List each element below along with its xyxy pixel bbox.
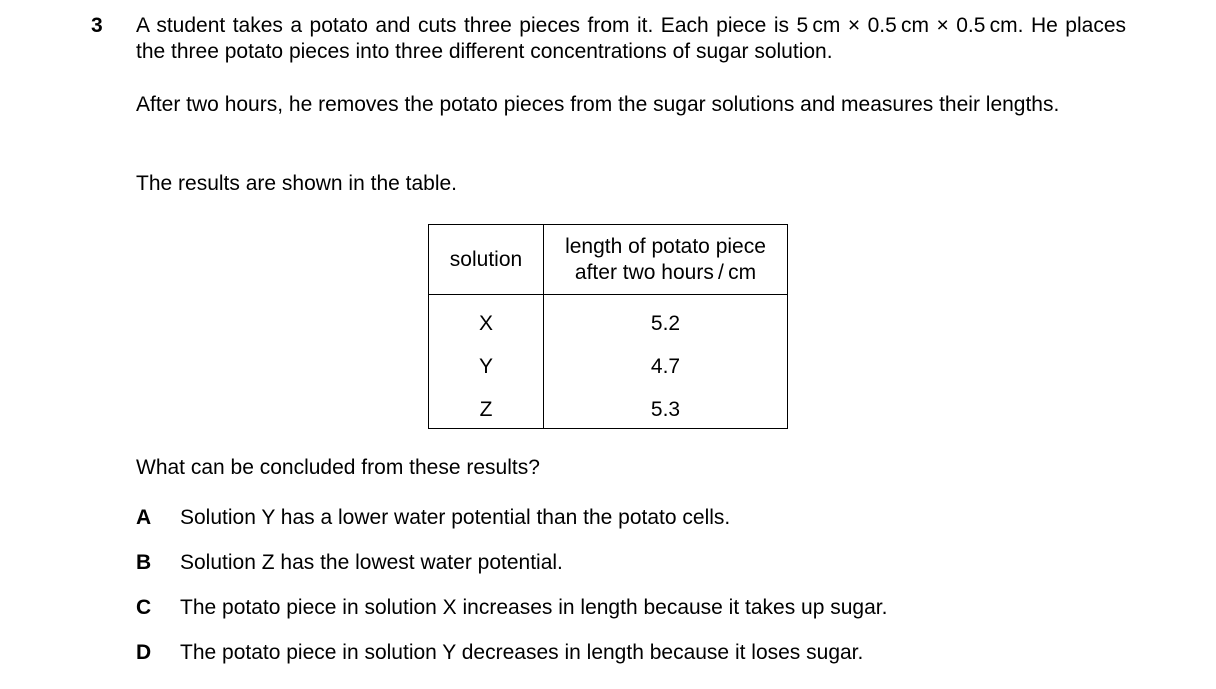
option-text: The potato piece in solution X increases in length because it takes up sugar. (180, 596, 888, 619)
question-prompt: What can be concluded from these results? (136, 456, 540, 479)
results-table (428, 224, 788, 429)
question-paragraph-3: The results are shown in the table. (136, 172, 458, 195)
cell-length-text: 4.7 (650, 355, 681, 378)
cell-solution (429, 295, 544, 355)
option-letter: A (136, 506, 152, 529)
cell-length (544, 397, 788, 429)
option-text: Solution Y has a lower water potential than the potato cells. (180, 506, 731, 529)
cell-length (544, 354, 788, 397)
cell-solution (429, 397, 544, 429)
option-letter: C (136, 596, 152, 619)
option-letter: D (136, 641, 152, 664)
question-number: 3 (91, 14, 103, 37)
table-header-row (429, 225, 788, 295)
table-row (429, 354, 788, 397)
option-text: The potato piece in solution Y decreases in length because it loses sugar. (180, 641, 864, 664)
cell-solution-text: Y (478, 355, 493, 378)
cell-solution-text: X (478, 312, 493, 335)
option-letter: B (136, 551, 152, 574)
question-intro: A student takes a potato and cuts three pieces from it. Each piece is 5 cm × 0.5 cm × 0.5 cm. He places the three potato pieces into three different concentrations of sugar solution. (136, 14, 1126, 63)
cell-length-text: 5.2 (650, 312, 681, 335)
header-length (544, 225, 788, 295)
header-length-line-2: after two hours / cm (574, 260, 757, 284)
table-row (429, 295, 788, 355)
cell-solution (429, 354, 544, 397)
table-row (429, 397, 788, 429)
header-solution: solution (429, 225, 544, 295)
cell-length-text: 5.3 (650, 398, 681, 421)
question-paragraph-2: After two hours, he removes the potato pieces from the sugar solutions and measures their lengths. (136, 93, 1060, 116)
header-length-line-1: length of potato piece (565, 234, 766, 258)
cell-length (544, 295, 788, 355)
cell-solution-text: Z (479, 398, 493, 421)
option-text: Solution Z has the lowest water potential. (180, 551, 563, 574)
